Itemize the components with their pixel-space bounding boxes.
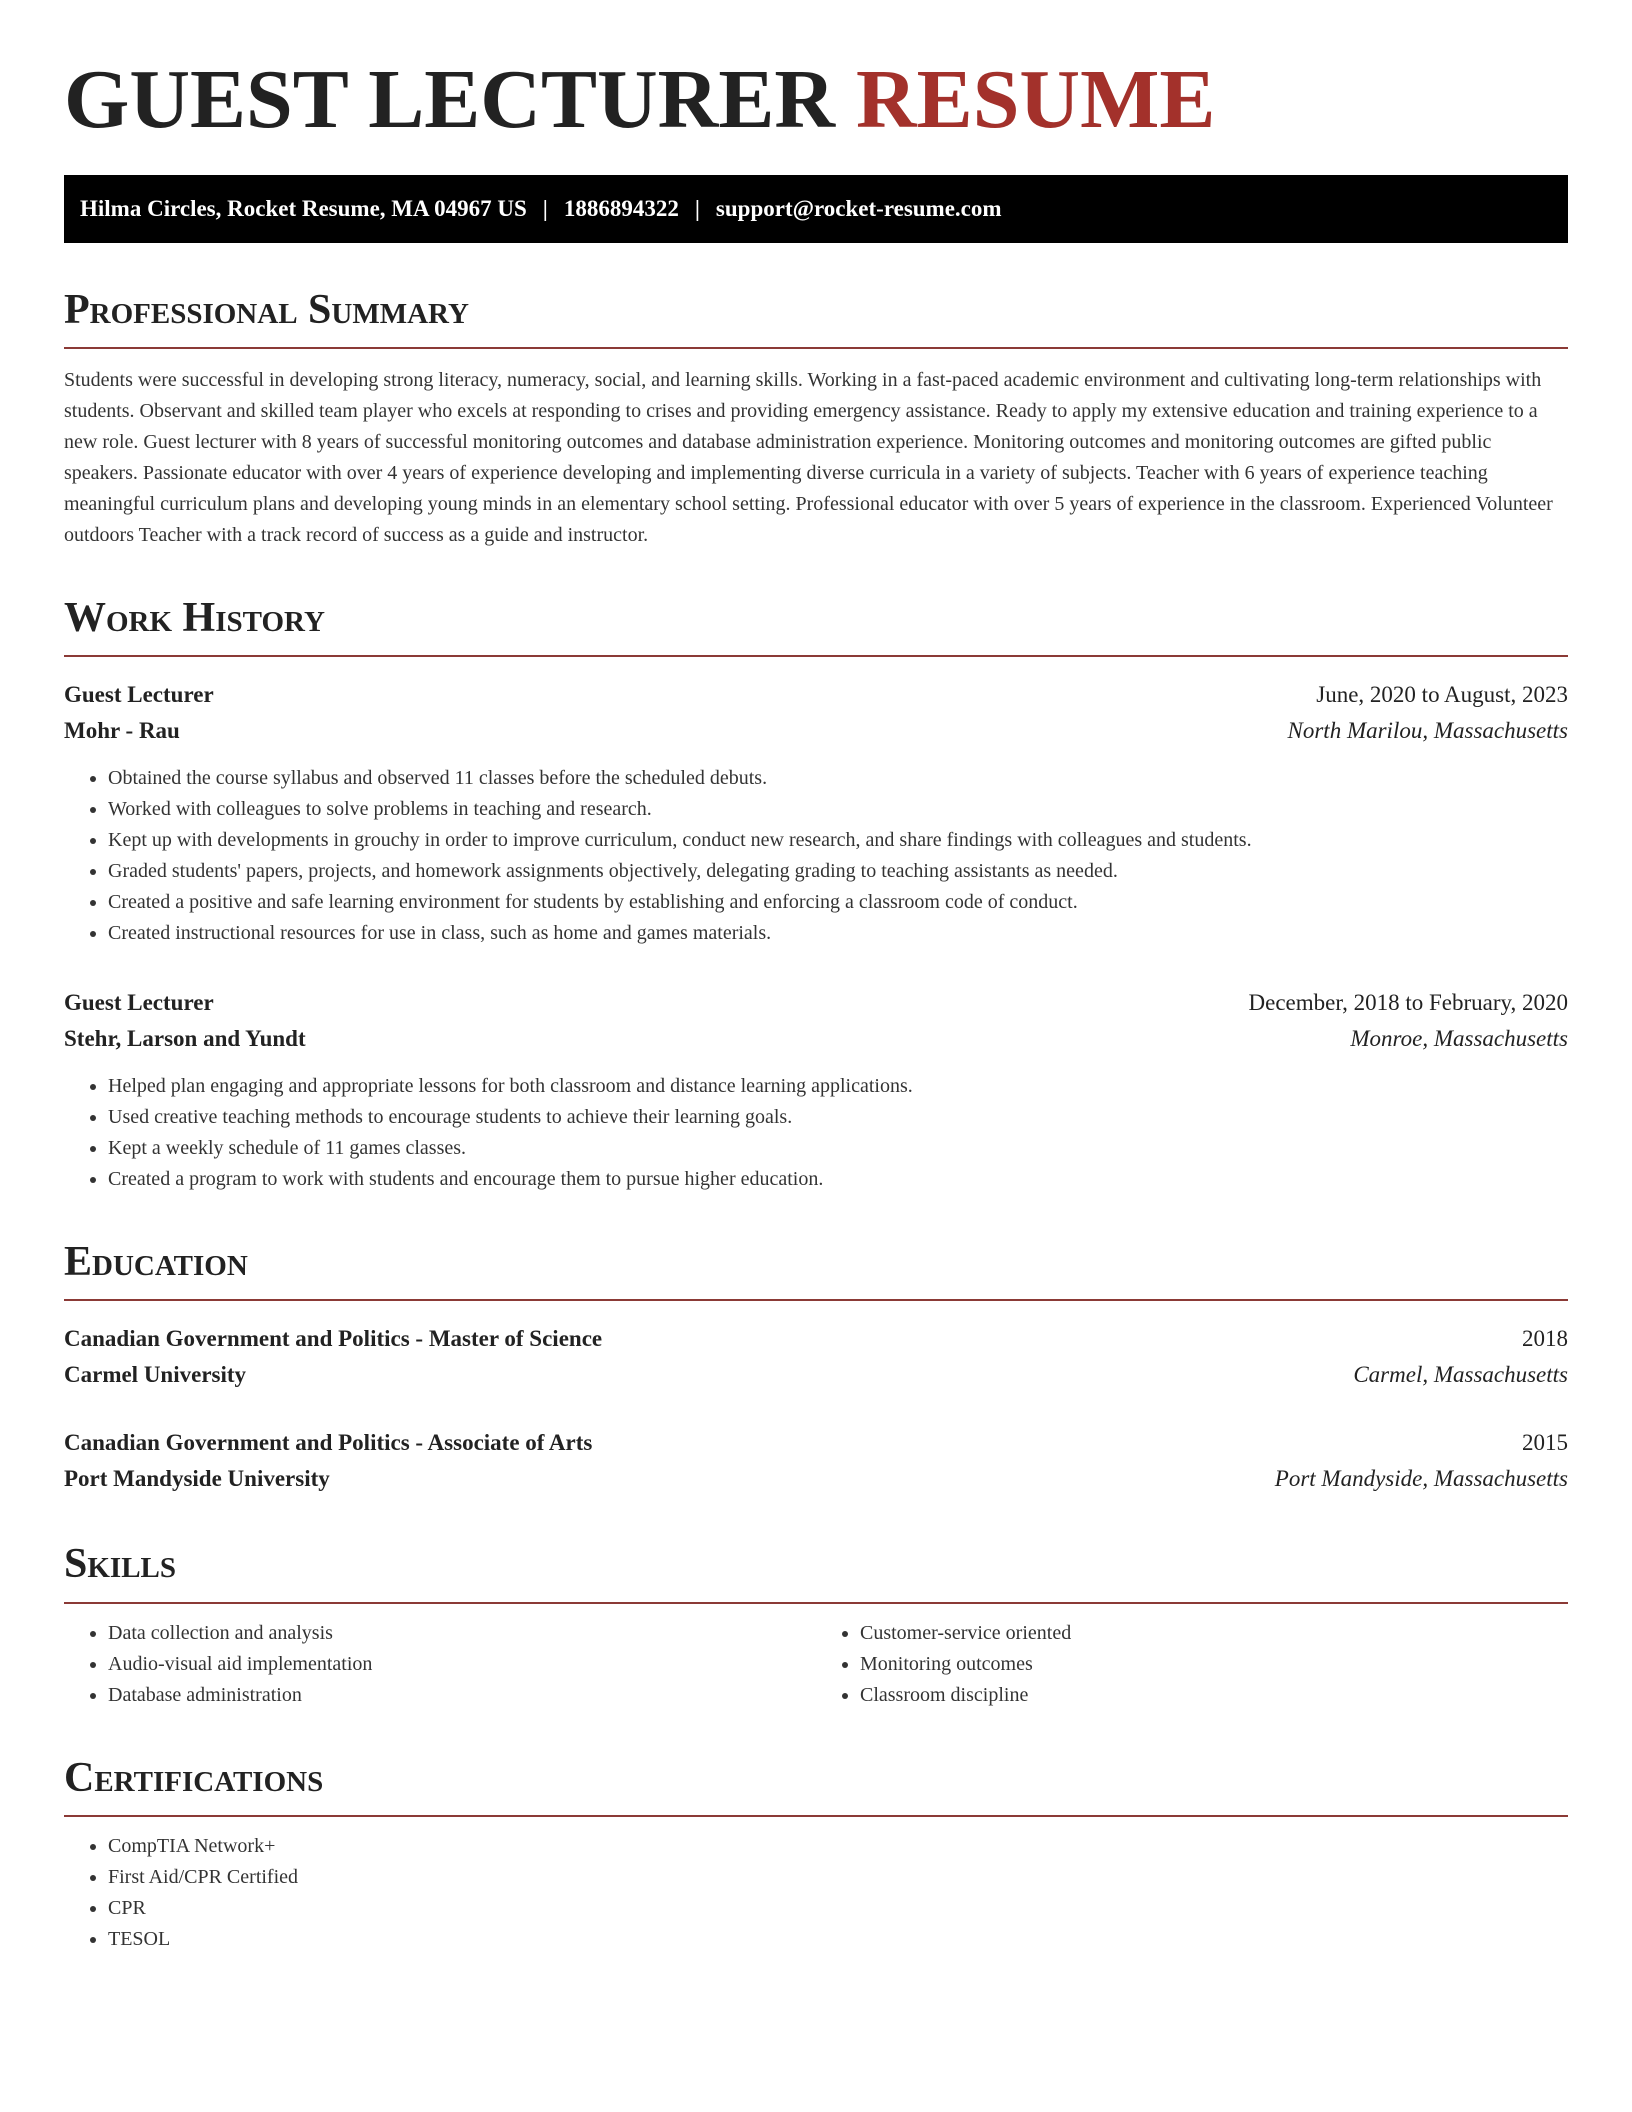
skills-section <box>64 1541 1568 1710</box>
certifications-section <box>64 1755 1568 1955</box>
contact-address: Hilma Circles, Rocket Resume, MA 04967 US <box>80 195 527 221</box>
section-heading-education: Education <box>64 1239 1568 1301</box>
title-main: GUEST LECTURER <box>64 53 857 146</box>
certification-item: • TESOL <box>108 1924 1568 1955</box>
contact-phone: 1886894322 <box>563 195 679 221</box>
contact-separator: | <box>542 195 548 221</box>
job-bullet: • Obtained the course syllabus and observed 11 classes before the scheduled debuts. <box>108 763 1568 794</box>
education-section <box>64 1239 1568 1497</box>
summary-text: Students were successful in developing strong literacy, numeracy, social, and learning skills. Working in a fast-paced academic environment and cultivating long-term relationships with students. Observant and skilled team player who excels at responding to crises and providing emergency assistance. Ready to apply my extensive education and training experience to a new role. Guest lecturer with 8 years of successful monitoring outcomes and database administration experience. Monitoring outcomes and monitoring outcomes are gifted public speakers. Passionate educator with over 4 years of experience developing and implementing diverse curricula in a variety of subjects. Teacher with 6 years of experience teaching meaningful curriculum plans and developing young minds in an elementary school setting. Professional educator with over 5 years of experience in the classroom. Experienced Volunteer outdoors Teacher with a track record of success as a guide and instructor. <box>64 368 1553 546</box>
job-bullet: • Graded students' papers, projects, and homework assignments objectively, delegating grading to teaching assistants as needed. <box>108 856 1568 887</box>
contact-email: support@rocket-resume.com <box>715 195 1002 221</box>
education-school: Carmel University <box>64 1362 247 1388</box>
title-accent: RESUME <box>856 53 1216 146</box>
education-degree: Canadian Government and Politics - Master of Science <box>64 1326 603 1352</box>
certifications-list <box>64 1831 1568 1955</box>
education-entry <box>64 1425 1568 1497</box>
job-bullet: • Worked with colleagues to solve problems in teaching and research. <box>108 794 1568 825</box>
skill-item: • Monitoring outcomes <box>860 1649 1568 1680</box>
education-entry <box>64 1321 1568 1393</box>
skills-list-right <box>816 1618 1568 1711</box>
section-heading-work: Work History <box>64 595 1568 657</box>
job-dates: December, 2018 to February, 2020 <box>1248 990 1568 1016</box>
skills-list-left <box>64 1618 816 1711</box>
job-entry <box>64 985 1568 1195</box>
education-year: 2018 <box>1522 1326 1568 1352</box>
job-bullet: • Created a program to work with students and encourage them to pursue higher education. <box>108 1164 1568 1195</box>
education-school: Port Mandyside University <box>64 1466 330 1492</box>
summary-section <box>64 287 1568 551</box>
job-company: Stehr, Larson and Yundt <box>64 1026 306 1052</box>
certification-item: • CompTIA Network+ <box>108 1831 1568 1862</box>
job-dates: June, 2020 to August, 2023 <box>1316 682 1568 708</box>
job-location: North Marilou, Massachusetts <box>1287 718 1568 744</box>
section-heading-summary: Professional Summary <box>64 287 1568 349</box>
job-title: Guest Lecturer <box>64 682 214 708</box>
certification-item: • First Aid/CPR Certified <box>108 1862 1568 1893</box>
job-bullet: • Helped plan engaging and appropriate lessons for both classroom and distance learning applications. <box>108 1071 1568 1102</box>
job-bullet: • Kept a weekly schedule of 11 games classes. <box>108 1133 1568 1164</box>
education-location: Port Mandyside, Massachusetts <box>1274 1466 1568 1492</box>
skill-item: • Audio-visual aid implementation <box>108 1649 816 1680</box>
job-bullet: • Created instructional resources for use in class, such as home and games materials. <box>108 918 1568 949</box>
skills-grid <box>64 1618 1568 1711</box>
skill-item: • Customer-service oriented <box>860 1618 1568 1649</box>
skill-item: • Classroom discipline <box>860 1680 1568 1711</box>
contact-separator: | <box>694 195 700 221</box>
job-bullet: • Used creative teaching methods to encourage students to achieve their learning goals. <box>108 1102 1568 1133</box>
education-degree: Canadian Government and Politics - Associate of Arts <box>64 1430 593 1456</box>
contact-bar <box>64 175 1568 243</box>
job-bullets <box>64 763 1568 949</box>
job-title: Guest Lecturer <box>64 990 214 1016</box>
skill-item: • Database administration <box>108 1680 816 1711</box>
section-heading-skills: Skills <box>64 1541 1568 1603</box>
skill-item: • Data collection and analysis <box>108 1618 816 1649</box>
job-company: Mohr - Rau <box>64 718 180 744</box>
job-entry <box>64 677 1568 949</box>
education-location: Carmel, Massachusetts <box>1353 1362 1568 1388</box>
resume-title <box>64 50 1568 151</box>
job-location: Monroe, Massachusetts <box>1350 1026 1568 1052</box>
job-bullet: • Kept up with developments in grouchy in order to improve curriculum, conduct new research, and share findings with colleagues and students. <box>108 825 1568 856</box>
job-bullets <box>64 1071 1568 1195</box>
job-bullet: • Created a positive and safe learning environment for students by establishing and enforcing a classroom code of conduct. <box>108 887 1568 918</box>
education-year: 2015 <box>1522 1430 1568 1456</box>
certification-item: • CPR <box>108 1893 1568 1924</box>
work-history-section <box>64 595 1568 1195</box>
section-heading-certifications: Certifications <box>64 1755 1568 1817</box>
